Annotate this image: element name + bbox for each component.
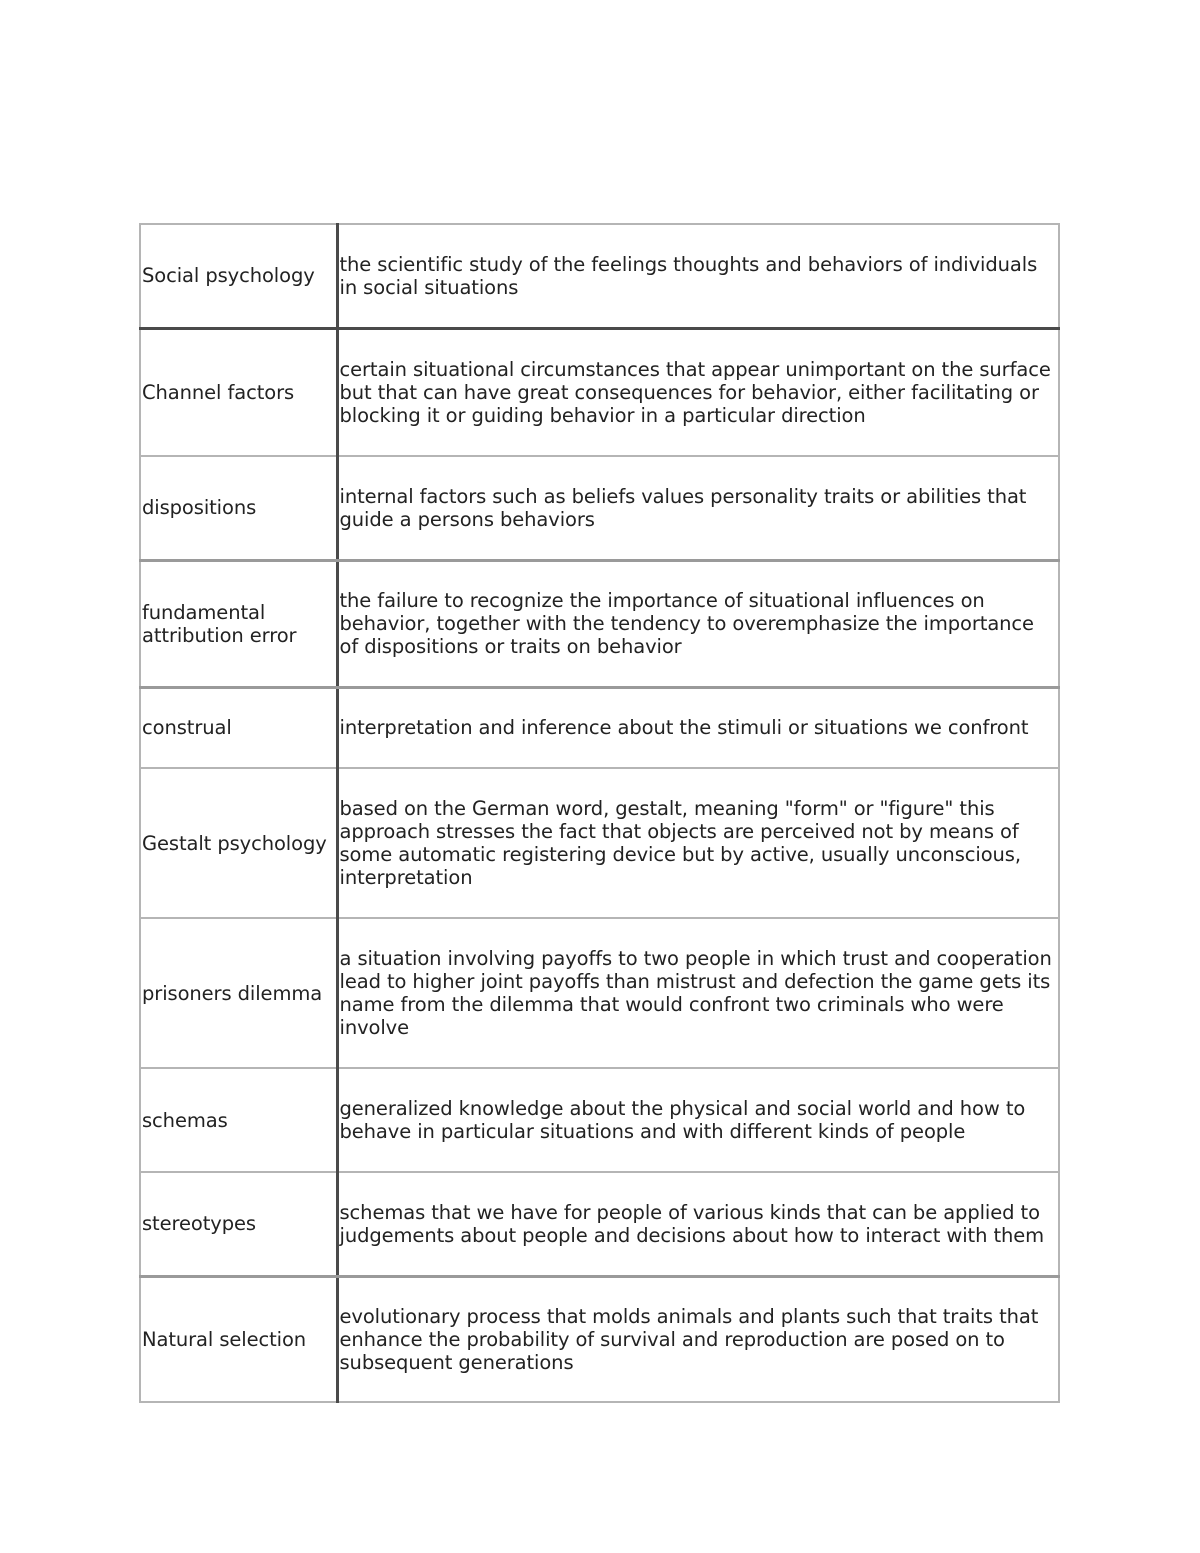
table-row <box>140 1068 1059 1172</box>
term-cell <box>140 456 337 560</box>
definition-cell <box>337 918 1059 1068</box>
term-cell <box>140 687 337 768</box>
glossary-body <box>140 224 1059 1402</box>
term-cell <box>140 918 337 1068</box>
definition-cell <box>337 1068 1059 1172</box>
term-cell <box>140 328 337 456</box>
definition-text: the failure to recognize the importance of situational influences on behavior, together with the tendency to overemphasize the importance of dispositions or traits on behavior <box>339 589 1034 658</box>
glossary-table <box>139 223 1060 1403</box>
term-text: prisoners dilemma <box>142 981 323 1005</box>
table-row <box>140 328 1059 456</box>
term-cell <box>140 1276 337 1402</box>
definition-text: certain situational circumstances that appear unimportant on the surface but that can have great consequences for behavior, either facilitating or blocking it or guiding behavior in a particular direction <box>339 357 1051 427</box>
table-row <box>140 224 1059 328</box>
table-row <box>140 918 1059 1068</box>
definition-text: schemas that we have for people of various kinds that can be applied to judgements about people and decisions about how to interact with them <box>339 1200 1045 1247</box>
definition-cell <box>337 768 1059 918</box>
table-row <box>140 456 1059 560</box>
term-text: fundamental attribution error <box>142 600 297 647</box>
term-text: construal <box>142 716 232 740</box>
term-text: Channel factors <box>142 380 295 404</box>
definition-text: interpretation and inference about the stimuli or situations we confront <box>339 716 1029 740</box>
definition-text: internal factors such as beliefs values personality traits or abilities that guide a persons behaviors <box>339 484 1027 531</box>
table-row <box>140 560 1059 687</box>
term-cell <box>140 560 337 687</box>
definition-text: a situation involving payoffs to two people in which trust and cooperation lead to higher joint payoffs than mistrust and defection the game gets its name from the dilemma that would confront two criminals who were involve <box>339 947 1052 1039</box>
definition-cell <box>337 1172 1059 1276</box>
definition-cell <box>337 328 1059 456</box>
definition-cell <box>337 687 1059 768</box>
term-text: Gestalt psychology <box>142 831 327 855</box>
term-text: Natural selection <box>142 1327 307 1351</box>
term-cell <box>140 224 337 328</box>
definition-cell <box>337 224 1059 328</box>
term-text: dispositions <box>142 496 257 520</box>
definition-cell <box>337 456 1059 560</box>
table-row <box>140 768 1059 918</box>
table-row <box>140 1172 1059 1276</box>
definition-text: the scientific study of the feelings thoughts and behaviors of individuals in social situations <box>339 252 1038 299</box>
table-row <box>140 687 1059 768</box>
term-text: schemas <box>142 1108 228 1132</box>
definition-text: based on the German word, gestalt, meaning "form" or "figure" this approach stresses the fact that objects are perceived not by means of some automatic registering device but by active, usually unconscious, interpretation <box>339 797 1021 889</box>
definition-text: evolutionary process that molds animals and plants such that traits that enhance the probability of survival and reproduction are posed on to subsequent generations <box>339 1304 1039 1374</box>
term-cell <box>140 1068 337 1172</box>
definition-text: generalized knowledge about the physical and social world and how to behave in particular situations and with different kinds of people <box>339 1097 1026 1143</box>
table-row <box>140 1276 1059 1402</box>
term-text: Social psychology <box>142 264 315 288</box>
term-text: stereotypes <box>142 1212 256 1236</box>
definition-cell <box>337 560 1059 687</box>
term-cell <box>140 768 337 918</box>
term-cell <box>140 1172 337 1276</box>
definition-cell <box>337 1276 1059 1402</box>
